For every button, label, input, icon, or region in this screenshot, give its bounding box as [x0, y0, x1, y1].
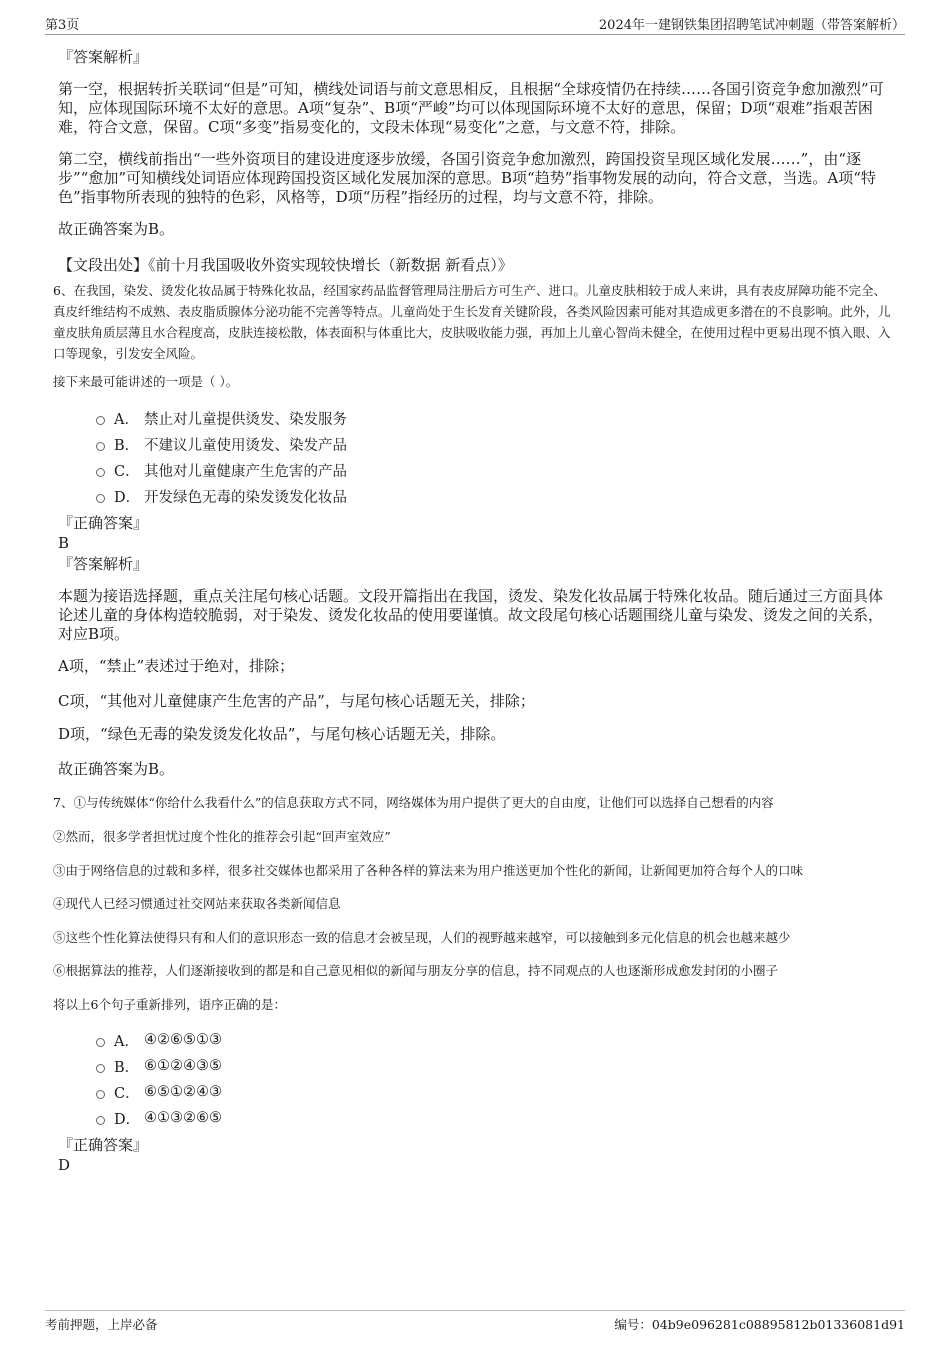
radio-icon[interactable] — [96, 494, 105, 503]
q6-answer-heading: 『正确答案』 — [58, 514, 149, 532]
q7-option-a[interactable] — [96, 1030, 222, 1050]
option-letter: D． — [114, 489, 141, 506]
q7-option-c[interactable] — [96, 1082, 222, 1102]
document-code: 编号：04b9e096281c08895812b01336081d91 — [614, 1317, 905, 1332]
option-text: 开发绿色无毒的染发烫发化妆品 — [144, 489, 347, 506]
page-header — [45, 14, 905, 35]
q6-option-d[interactable] — [96, 486, 347, 506]
radio-icon[interactable] — [96, 1090, 105, 1099]
q7-sentence-5: ⑤这些个性化算法使得只有和人们的意识形态一致的信息才会被呈现，人们的视野越来越窄，可以接触到多元化信息的机会也越来越少 — [53, 930, 791, 945]
option-letter: C． — [114, 1085, 140, 1102]
option-letter: A． — [114, 411, 139, 428]
option-text: 其他对儿童健康产生危害的产品 — [144, 463, 347, 480]
q5-conclusion: 故正确答案为B。 — [58, 220, 175, 238]
q7-option-b[interactable] — [96, 1056, 222, 1076]
option-text: ⑥⑤①②④③ — [144, 1084, 222, 1100]
radio-icon[interactable] — [96, 1038, 105, 1047]
q5-analysis-heading: 『答案解析』 — [58, 48, 149, 66]
q6-option-a[interactable] — [96, 408, 347, 428]
document-title: 2024年一建钢铁集团招聘笔试冲刺题（带答案解析） — [598, 18, 905, 33]
q6-note-a: A项，“禁止”表述过于绝对，排除； — [58, 657, 295, 675]
footer-note: 考前押题，上岸必备 — [45, 1317, 158, 1332]
radio-icon[interactable] — [96, 1064, 105, 1073]
radio-icon[interactable] — [96, 442, 105, 451]
option-letter: C． — [114, 463, 140, 480]
option-text: ④②⑥⑤①③ — [144, 1032, 222, 1048]
radio-icon[interactable] — [96, 468, 105, 477]
option-letter: B． — [114, 1059, 140, 1076]
q7-sentence-2: ②然而，很多学者担忧过度个性化的推荐会引起“回声室效应” — [53, 829, 391, 844]
option-text: 禁止对儿童提供烫发、染发服务 — [144, 411, 347, 428]
q5-analysis-para-1: 第一空，根据转折关联词“但是”可知，横线处词语与前文意思相反，且根据“全球疫情仍在持续……各国引资竞争愈加激烈”可知，应体现国际环境不太好的意思。A项“复杂”、B项“严峻”均可以体现国际环境不太好的意思，保留；D项“艰难”指艰苦困难，符合文意，保留。C项“多变”指易变化的，文段未体现“易变化”之意，与文意不符，排除。 — [58, 80, 884, 136]
q6-conclusion: 故正确答案为B。 — [58, 760, 175, 778]
q7-answer-heading: 『正确答案』 — [58, 1136, 149, 1154]
q5-analysis-para-2: 第二空，横线前指出“一些外资项目的建设进度逐步放缓，各国引资竞争愈加激烈，跨国投资呈现区域化发展……”，由“逐步”“愈加”可知横线处词语应体现跨国投资区域化发展加深的意思。B项“趋势”指事物发展的动向，符合文意，当选。A项“特色”指事物所表现的独特的色彩，风格等，D项“历程”指经历的过程，均与文意不符，排除。 — [58, 150, 876, 206]
option-text: ④①③②⑥⑤ — [144, 1110, 222, 1126]
q6-option-b[interactable] — [96, 434, 347, 454]
radio-icon[interactable] — [96, 416, 105, 425]
q7-sentence-1: 7、①与传统媒体“你给什么我看什么”的信息获取方式不同，网络媒体为用户提供了更大的自由度，让他们可以选择自己想看的内容 — [53, 795, 774, 810]
q7-answer: D — [58, 1156, 71, 1174]
q7-option-d[interactable] — [96, 1108, 222, 1128]
q6-note-c: C项，“其他对儿童健康产生危害的产品”，与尾句核心话题无关，排除； — [58, 692, 535, 710]
q6-analysis-heading: 『答案解析』 — [58, 555, 149, 573]
q6-option-c[interactable] — [96, 460, 347, 480]
option-text: 不建议儿童使用烫发、染发产品 — [144, 437, 347, 454]
option-text: ⑥①②④③⑤ — [144, 1058, 222, 1074]
option-letter: D． — [114, 1111, 141, 1128]
q7-sentence-6: ⑥根据算法的推荐，人们逐渐接收到的都是和自己意见相似的新闻与朋友分享的信息，持不同观点的人也逐渐形成愈发封闭的小圈子 — [53, 963, 779, 978]
q7-prompt: 将以上6个句子重新排列，语序正确的是： — [53, 997, 286, 1012]
option-letter: B． — [114, 437, 140, 454]
q6-prompt: 接下来最可能讲述的一项是（ ）。 — [53, 374, 239, 389]
page-footer — [45, 1310, 905, 1335]
q6-analysis: 本题为接语选择题，重点关注尾句核心话题。文段开篇指出在我国，烫发、染发化妆品属于特殊化妆品。随后通过三方面具体论述儿童的身体构造较脆弱，对于染发、烫发化妆品的使用要谨慎。故文段尾句核心话题围绕儿童与染发、烫发之间的关系，对应B项。 — [58, 587, 884, 643]
q6-note-d: D项，“绿色无毒的染发烫发化妆品”，与尾句核心话题无关，排除。 — [58, 725, 506, 743]
page-number: 第3页 — [45, 18, 80, 33]
q7-sentence-4: ④现代人已经习惯通过社交网站来获取各类新闻信息 — [53, 896, 341, 911]
q5-source: 【文段出处】《前十月我国吸收外资实现较快增长（新数据 新看点）》 — [58, 256, 513, 274]
option-letter: A． — [114, 1033, 139, 1050]
radio-icon[interactable] — [96, 1116, 105, 1125]
q6-answer: B — [58, 534, 70, 552]
q7-sentence-3: ③由于网络信息的过载和多样，很多社交媒体也都采用了各种各样的算法来为用户推送更加个性化的新闻，让新闻更加符合每个人的口味 — [53, 863, 804, 878]
q6-stem: 6、在我国，染发、烫发化妆品属于特殊化妆品，经国家药品监督管理局注册后方可生产、进口。儿童皮肤相较于成人来讲，具有表皮屏障功能不完全、真皮纤维结构不成熟、表皮脂质腺体分泌功能不完善等特点。儿童尚处于生长发育关键阶段，各类风险因素可能对其造成更多潜在的不良影响。此外，儿童皮肤角质层薄且水合程度高，皮肤连接松散，体表面积与体重比大，皮肤吸收能力强，再加上儿童心智尚未健全，在使用过程中更易出现不慎入眼、入口等现象，引发安全风险。 — [53, 283, 891, 361]
